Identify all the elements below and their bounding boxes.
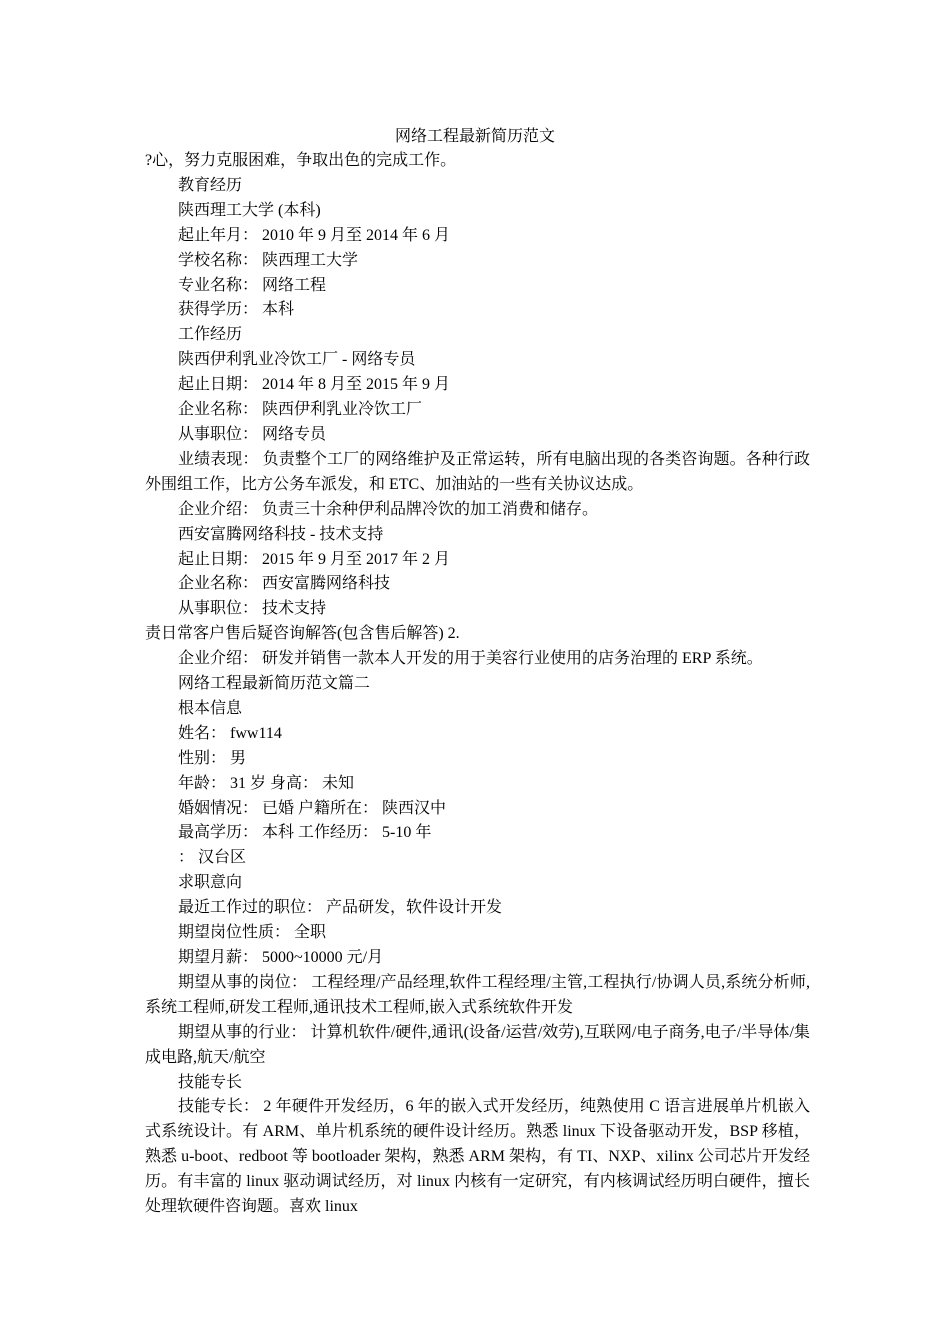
major-name: 专业名称： 网络工程 (178, 276, 327, 294)
job-type: 期望岗位性质： 全职 (178, 924, 327, 942)
job-period: 起止日期： 2015 年 9 月至 2017 年 2 月 (178, 550, 451, 568)
recent-position: 最近工作过的职位： 产品研发，软件设计开发 (178, 899, 503, 917)
expected-industries: 期望从事的行业： 计算机软件/硬件,通讯(设备/运营/效劳),互联网/电子商务,电子/半导体/集成电路,航天/航空 (145, 1023, 810, 1066)
text-line: ?心，努力克服困难，争取出色的完成工作。 (145, 152, 457, 169)
section-heading-skills: 技能专长 (178, 1073, 243, 1091)
document-title: 网络工程最新简历范文 (394, 128, 555, 145)
school-name: 学校名称： 陕西理工大学 (178, 251, 359, 269)
job-performance: 业绩表现： 负责整个工厂的网络维护及正常运转，所有电脑出现的各类咨询题。各种行政外围组工作，比方公务车派发，和 ETC、加油站的一些有关协议达成。 (145, 450, 810, 493)
school-heading: 陕西理工大学 (本科) (178, 201, 321, 219)
field-gender: 性别： 男 (178, 749, 247, 767)
field-name: 姓名： fww114 (178, 724, 282, 742)
company-name: 企业名称： 西安富腾网络科技 (178, 575, 391, 593)
field-age-height: 年龄： 31 岁 身高： 未知 (178, 774, 355, 792)
field-marital-residence: 婚姻情况： 已婚 户籍所在： 陕西汉中 (178, 799, 447, 817)
company-intro: 企业介绍： 负责三十余种伊利品牌冷饮的加工消费和储存。 (178, 500, 599, 518)
text-line: 责日常客户售后疑咨询解答(包含售后解答) 2. (145, 625, 460, 643)
company-name: 企业名称： 陕西伊利乳业冷饮工厂 (178, 401, 423, 419)
section-heading-education: 教育经历 (178, 176, 243, 194)
field-district: ： 汉台区 (178, 849, 247, 867)
expected-salary: 期望月薪： 5000~10000 元/月 (178, 949, 384, 966)
job-heading: 西安富腾网络科技 - 技术支持 (178, 525, 384, 543)
document-body (145, 149, 810, 1220)
study-period: 起止年月： 2010 年 9 月至 2014 年 6 月 (178, 226, 451, 244)
field-education-experience: 最高学历： 本科 工作经历： 5-10 年 (178, 824, 432, 842)
subtitle: 网络工程最新简历范文篇二 (178, 675, 371, 693)
job-heading: 陕西伊利乳业冷饮工厂 - 网络专员 (178, 351, 416, 369)
job-position: 从事职位： 技术支持 (178, 600, 327, 618)
section-heading-basic-info: 根本信息 (178, 699, 243, 717)
section-heading-job-intention: 求职意向 (178, 874, 243, 892)
degree: 获得学历： 本科 (178, 301, 295, 319)
skills-description: 技能专长： 2 年硬件开发经历，6 年的嵌入式开发经历，纯熟使用 C 语言进展单片机嵌入式系统设计。有 ARM、单片机系统的硬件设计经历。熟悉 linux 下设备驱动开发，BSP 移植，熟悉 u-boot、redboot 等 bootloader 架构，熟悉 ARM 架构，有 TI、NXP、xilinx 公司芯片开发经历。有丰富的 linux 驱动调试经历，对 linux 内核有一定研究，有内核调试经历明白硬件，擅长处理软硬件咨询题。喜欢 linux (145, 1098, 810, 1216)
company-intro: 企业介绍： 研发并销售一款本人开发的用于美容行业使用的店务治理的 ERP 系统。 (178, 650, 763, 668)
expected-positions: 期望从事的岗位： 工程经理/产品经理,软件工程经理/主管,工程执行/协调人员,系统分析师,系统工程师,研发工程师,通讯技术工程师,嵌入式系统软件开发 (145, 973, 810, 1016)
section-heading-work: 工作经历 (178, 326, 243, 344)
job-position: 从事职位： 网络专员 (178, 425, 327, 443)
job-period: 起止日期： 2014 年 8 月至 2015 年 9 月 (178, 376, 451, 394)
